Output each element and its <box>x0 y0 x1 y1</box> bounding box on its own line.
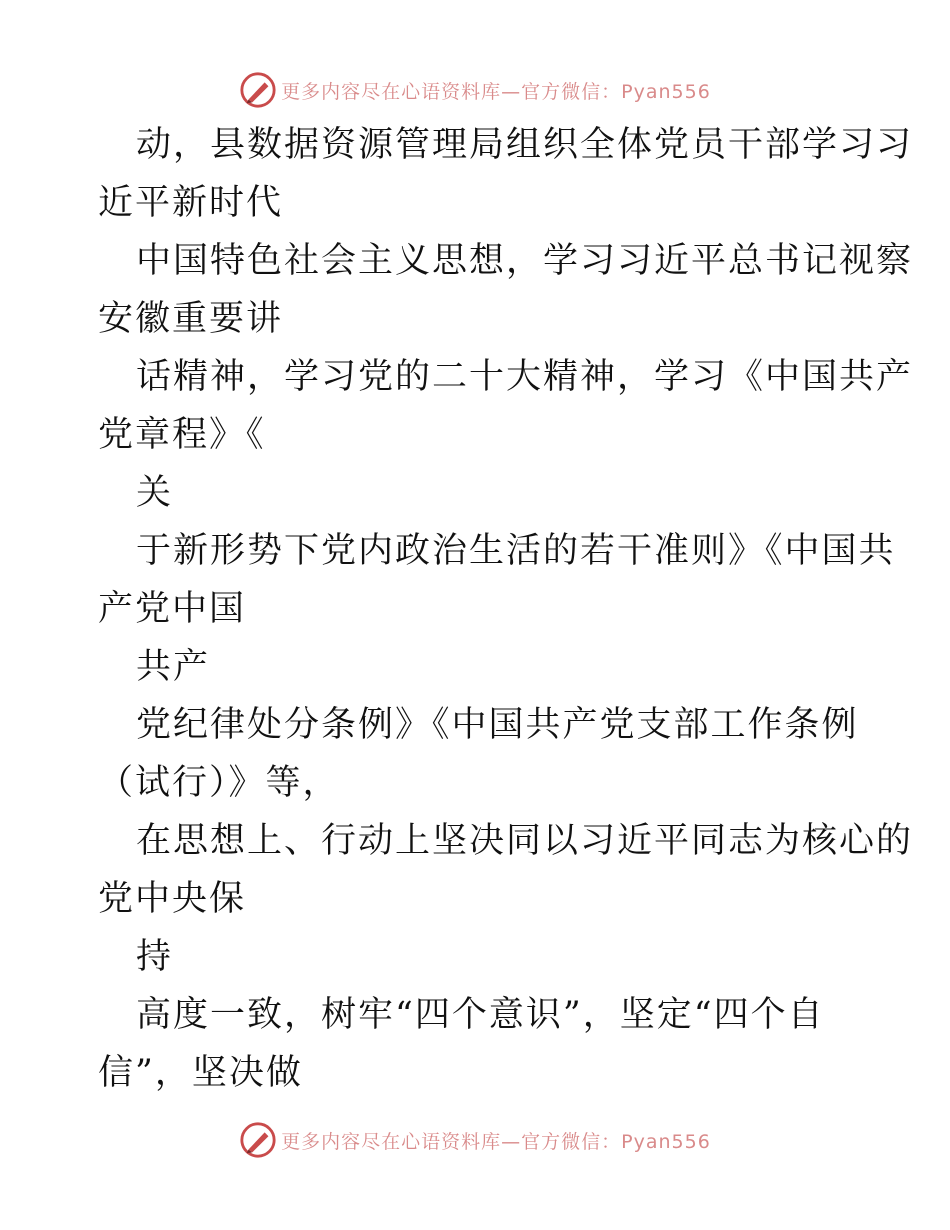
text-line: 安徽重要讲 <box>98 299 284 339</box>
text-line: 共产 <box>136 647 211 687</box>
text-line: （试行）》等， <box>98 763 340 803</box>
pen-logo-icon <box>239 1121 277 1159</box>
watermark-text: 更多内容尽在心语资料库—官方微信：Pyan556 <box>281 80 711 103</box>
text-line: 话精神，学习党的二十大精神，学习《中国共产 <box>136 357 914 397</box>
pen-logo-icon <box>239 71 277 109</box>
text-line: 中国特色社会主义思想，学习习近平总书记视察 <box>136 241 914 281</box>
text-line: 于新形势下党内政治生活的若干准则》《中国共 <box>136 531 896 571</box>
text-line: 信”，坚决做 <box>98 1053 303 1093</box>
text-line: 党章程》《 <box>98 415 266 455</box>
text-line: 近平新时代 <box>98 183 284 223</box>
watermark-text: 更多内容尽在心语资料库—官方微信：Pyan556 <box>281 1130 711 1153</box>
footer-watermark <box>0 1118 950 1162</box>
text-line: 动，县数据资源管理局组织全体党员干部学习习 <box>136 125 914 165</box>
document-body <box>98 116 914 1102</box>
text-line: 党纪律处分条例》《中国共产党支部工作条例 <box>136 705 859 745</box>
text-line: 持 <box>136 937 174 977</box>
text-line: 高度一致，树牢“四个意识”，坚定“四个自 <box>136 995 825 1035</box>
text-line: 在思想上、行动上坚决同以习近平同志为核心的 <box>136 821 914 861</box>
header-watermark <box>0 68 950 112</box>
text-line: 关 <box>136 473 174 513</box>
text-line: 党中央保 <box>98 879 247 919</box>
text-line: 产党中国 <box>98 589 247 629</box>
